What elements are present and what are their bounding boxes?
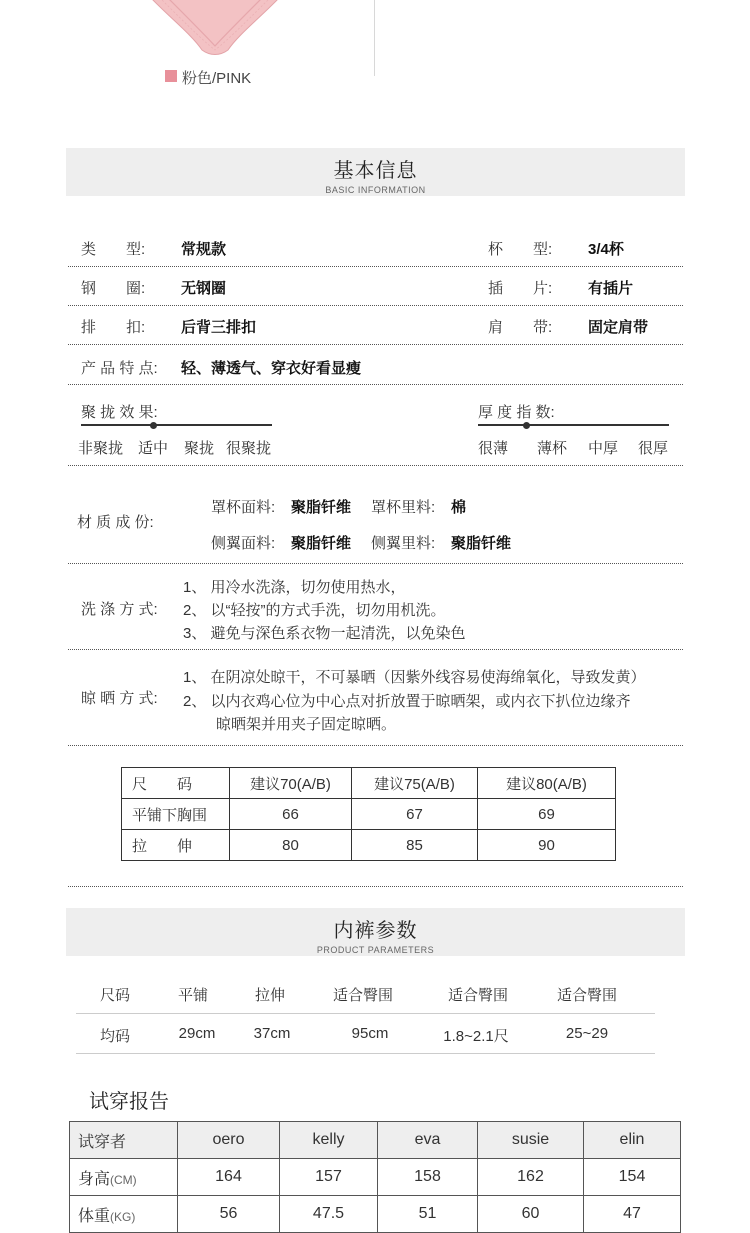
report-height-label <box>70 1159 178 1196</box>
feature-value: 轻、薄透气、穿衣好看显瘦 <box>181 360 362 377</box>
strap-label: 肩 带: <box>488 319 553 336</box>
insert-label: 插 片: <box>488 280 553 297</box>
size-cell: 69 <box>478 799 616 830</box>
info-row-dry <box>68 650 683 746</box>
size-table-row <box>122 799 616 830</box>
dry-line-3: 晾晒架并用夹子固定晾晒。 <box>216 716 397 733</box>
report-weight-cell: 47.5 <box>280 1196 378 1233</box>
report-height-cell: 158 <box>378 1159 478 1196</box>
size-cell: 85 <box>352 830 478 861</box>
thick-option-2: 薄杯 <box>537 440 568 457</box>
pp-value: 95cm <box>351 1025 389 1042</box>
buckle-label: 排 扣: <box>81 319 146 336</box>
height-unit: (CM) <box>110 1172 137 1187</box>
color-swatch <box>165 70 177 82</box>
cup-lining-value: 棉 <box>451 499 467 516</box>
basic-info-title: 基本信息 <box>333 160 418 182</box>
push-scale-dot <box>150 422 157 429</box>
cup-lining-label: 罩杯里料: <box>371 499 436 516</box>
insert-value: 有插片 <box>588 280 634 297</box>
pp-header: 适合臀围 <box>332 987 393 1004</box>
try-report-table <box>69 1121 681 1233</box>
cup-label: 杯 型: <box>488 241 553 258</box>
size-header-80: 建议80(A/B) <box>478 768 616 799</box>
pp-value: 均码 <box>99 1028 130 1045</box>
info-row-scales <box>68 385 683 466</box>
size-header-75: 建议75(A/B) <box>352 768 478 799</box>
info-row-wire <box>68 267 683 306</box>
pp-value: 1.8~2.1尺 <box>443 1028 509 1045</box>
pp-header: 尺码 <box>99 987 130 1004</box>
report-name: eva <box>378 1122 478 1159</box>
wash-line-3: 3、 避免与深色系衣物一起清洗，以免染色 <box>183 625 466 642</box>
report-weight-label <box>70 1196 178 1233</box>
push-option-2: 适中 <box>138 440 169 457</box>
push-scale-line <box>81 424 272 426</box>
wash-label: 洗 涤 方 式: <box>81 601 158 618</box>
report-name: oero <box>178 1122 280 1159</box>
report-height-cell: 162 <box>478 1159 584 1196</box>
cup-fabric-value: 聚脂钎维 <box>291 499 352 516</box>
thick-label: 厚 度 指 数: <box>478 404 555 421</box>
size-header-label: 尺 码 <box>122 768 230 799</box>
info-row-buckle <box>68 306 683 345</box>
size-cell: 80 <box>230 830 352 861</box>
info-row-material <box>68 466 683 564</box>
size-table-row <box>122 830 616 861</box>
report-name: kelly <box>280 1122 378 1159</box>
push-option-1: 非聚拢 <box>78 440 124 457</box>
report-weight-cell: 56 <box>178 1196 280 1233</box>
report-weight-cell: 47 <box>584 1196 681 1233</box>
basic-info-subtitle: BASIC INFORMATION <box>325 185 426 195</box>
try-report-title: 试穿报告 <box>89 1091 169 1113</box>
pp-header: 平铺 <box>177 987 208 1004</box>
push-option-3: 聚拢 <box>184 440 215 457</box>
info-row-wash <box>68 564 683 650</box>
image-divider <box>374 0 375 76</box>
size-row-label: 平铺下胸围 <box>122 799 230 830</box>
thick-scale-line <box>478 424 669 426</box>
size-cell: 66 <box>230 799 352 830</box>
material-label: 材 质 成 份: <box>77 514 154 531</box>
report-weight-cell: 51 <box>378 1196 478 1233</box>
size-table-divider <box>68 868 683 887</box>
pp-header: 适合臀围 <box>556 987 617 1004</box>
pp-header: 拉伸 <box>254 987 285 1004</box>
push-label: 聚 拢 效 果: <box>81 404 158 421</box>
pp-header: 适合臀围 <box>447 987 508 1004</box>
dry-line-2: 2、 以内衣鸡心位为中心点对折放置于晾晒架，或内衣下扒位边缘齐 <box>183 693 631 710</box>
strap-value: 固定肩带 <box>588 319 649 336</box>
wing-fabric-label: 侧翼面料: <box>211 535 276 552</box>
wing-fabric-value: 聚脂钎维 <box>291 535 352 552</box>
weight-label-text: 体重 <box>78 1207 111 1225</box>
panty-params-header <box>66 908 685 956</box>
wash-line-2: 2、 以“轻按”的方式手洗，切勿用机洗。 <box>183 602 446 619</box>
type-value: 常规款 <box>181 241 227 258</box>
pink-panty-image <box>140 0 290 58</box>
report-name: susie <box>478 1122 584 1159</box>
cup-value: 3/4杯 <box>588 241 624 258</box>
pp-value: 37cm <box>253 1025 291 1042</box>
pp-value: 29cm <box>178 1025 216 1042</box>
panty-params-value-row <box>76 1014 655 1054</box>
report-height-cell: 154 <box>584 1159 681 1196</box>
report-name: elin <box>584 1122 681 1159</box>
product-image-area <box>0 0 750 100</box>
thick-scale-dot <box>523 422 530 429</box>
wing-lining-label: 侧翼里料: <box>371 535 436 552</box>
size-table-header-row <box>122 768 616 799</box>
size-cell: 67 <box>352 799 478 830</box>
thick-option-4: 很厚 <box>638 440 669 457</box>
basic-info-header <box>66 148 685 196</box>
wire-label: 钢 圈: <box>81 280 146 297</box>
size-header-70: 建议70(A/B) <box>230 768 352 799</box>
wash-line-1: 1、 用冷水洗涤，切勿使用热水， <box>183 579 406 596</box>
panty-params-title: 内裤参数 <box>333 920 418 942</box>
bra-size-table <box>121 767 616 861</box>
height-label-text: 身高 <box>78 1170 111 1188</box>
feature-label: 产 品 特 点: <box>81 360 158 377</box>
report-height-cell: 164 <box>178 1159 280 1196</box>
panty-params-header-row <box>76 974 655 1014</box>
buckle-value: 后背三排扣 <box>181 319 257 336</box>
color-label: 粉色/PINK <box>182 70 252 87</box>
dry-line-1: 1、 在阴凉处晾干，不可暴晒（因紫外线容易使海绵氧化，导致发黄） <box>183 669 646 686</box>
panty-params-subtitle: PRODUCT PARAMETERS <box>316 945 435 955</box>
report-height-cell: 157 <box>280 1159 378 1196</box>
wing-lining-value: 聚脂钎维 <box>451 535 512 552</box>
type-label: 类 型: <box>81 241 146 258</box>
size-cell: 90 <box>478 830 616 861</box>
report-weight-row <box>70 1196 681 1233</box>
push-option-4: 很聚拢 <box>226 440 272 457</box>
cup-fabric-label: 罩杯面料: <box>211 499 276 516</box>
report-header-label: 试穿者 <box>70 1122 178 1159</box>
report-height-row <box>70 1159 681 1196</box>
info-row-feature <box>68 345 683 385</box>
report-weight-cell: 60 <box>478 1196 584 1233</box>
report-header-row <box>70 1122 681 1159</box>
wire-value: 无钢圈 <box>181 280 227 297</box>
dry-label: 晾 晒 方 式: <box>81 690 158 707</box>
info-row-type <box>68 228 683 267</box>
pp-value: 25~29 <box>565 1025 609 1042</box>
thick-option-1: 很薄 <box>478 440 509 457</box>
thick-option-3: 中厚 <box>588 440 619 457</box>
weight-unit: (KG) <box>110 1209 136 1224</box>
size-row-label: 拉 伸 <box>122 830 230 861</box>
